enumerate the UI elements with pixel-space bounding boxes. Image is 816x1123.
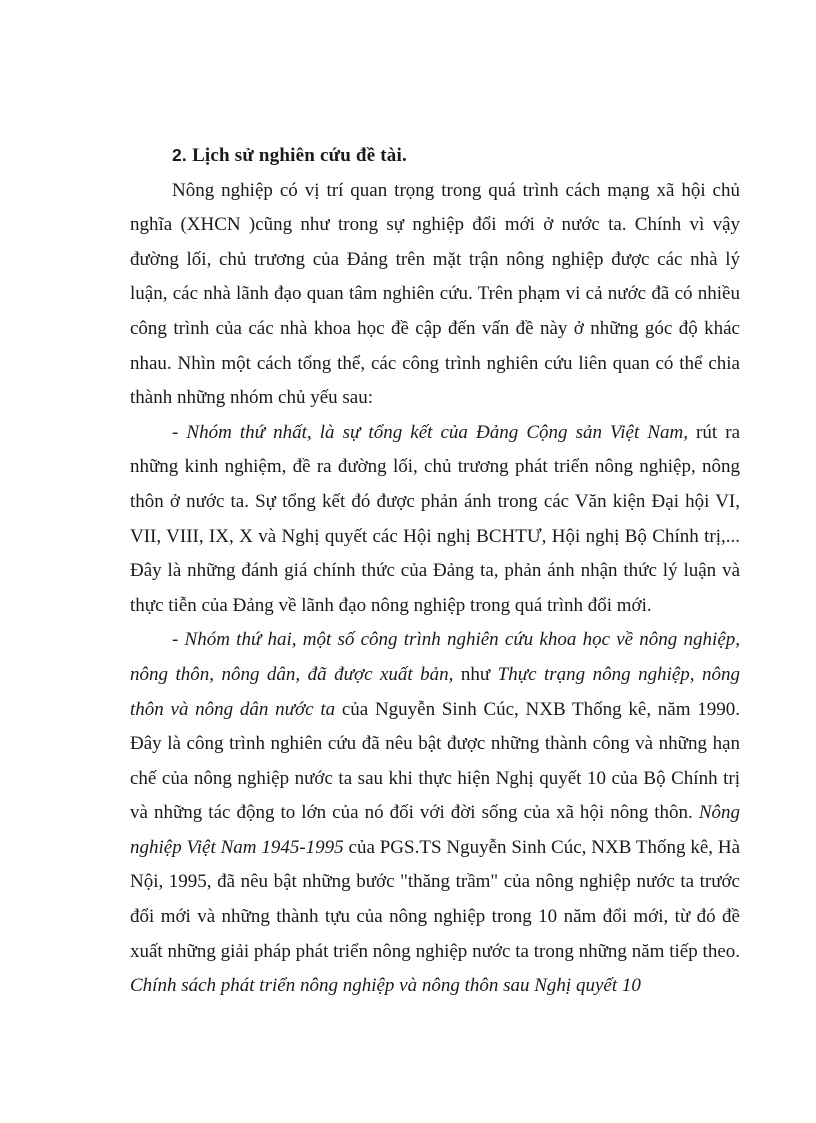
paragraph-group-one [130,416,740,624]
section-title: Lịch sử nghiên cứu đề tài. [192,145,407,166]
group-one-lead: - Nhóm thứ nhất, là sự tổng kết của Đảng Cộng sản Việt Nam, [172,421,688,443]
document-page [130,138,740,1004]
paragraph-intro [130,174,740,416]
book-title-1: Thực trạng nông nghiệp, nông thôn và nông dân nước ta [130,663,741,720]
book-title-2: Nông nghiệp Việt Nam 1945-1995 [130,802,740,858]
group-two-text-2: của Nguyễn Sinh Cúc, NXB Thống kê, năm 1990. Đây là công trình nghiên cứu đã nêu bật được những thành công và những hạn chế của nông nghiệp nước ta sau khi thực hiện Nghị quyết 10 của Bộ Chính trị và những tác động to lớn của nó đối với đời sống của xã hội nông thôn. [130,698,740,824]
book-title-3: Chính sách phát triển nông nghiệp và nông thôn sau Nghị quyết 10 [130,975,641,997]
paragraph-intro-text: Nông nghiệp có vị trí quan trọng trong quá trình cách mạng xã hội chủ nghĩa (XHCN )cũng như trong sự nghiệp đổi mới ở nước ta. Chính vì vậy đường lối, chủ trương của Đảng trên mặt trận nông nghiệp được các nhà lý luận, các nhà lãnh đạo quan tâm nghiên cứu. Trên phạm vi cả nước đã có nhiều công trình của các nhà khoa học đề cập đến vấn đề này ở những góc độ khác nhau. Nhìn một cách tổng thể, các công trình nghiên cứu liên quan có thể chia thành những nhóm chủ yếu sau: [130,179,740,409]
group-two-text-1: như [453,663,498,685]
group-one-text: rút ra những kinh nghiệm, đề ra đường lối, chủ trương phát triển nông nghiệp, nông thôn ở nước ta. Sự tổng kết đó được phản ánh trong các Văn kiện Đại hội VI, VII, VIII, IX, X và Nghị quyết các Hội nghị BCHTƯ, Hội nghị Bộ Chính trị,... Đây là những đánh giá chính thức của Đảng ta, phản ánh nhận thức lý luận và thực tiễn của Đảng về lãnh đạo nông nghiệp trong quá trình đổi mới. [130,421,740,616]
paragraph-group-two [130,623,740,1004]
group-two-text-3: của PGS.TS Nguyễn Sinh Cúc, NXB Thống kê, Hà Nội, 1995, đã nêu bật những bước "thăng trầm" của nông nghiệp nước ta trước đổi mới và những thành tựu của nông nghiệp trong 10 năm đổi mới, từ đó đề xuất những giải pháp phát triển nông nghiệp nước ta trong những năm tiếp theo. [130,836,741,962]
section-heading [172,138,740,174]
group-two-lead: - Nhóm thứ hai, một số công trình nghiên cứu khoa học về nông nghiệp, nông thôn, nông dân, đã được xuất bản, [130,629,740,685]
section-number: 2. [172,145,187,165]
